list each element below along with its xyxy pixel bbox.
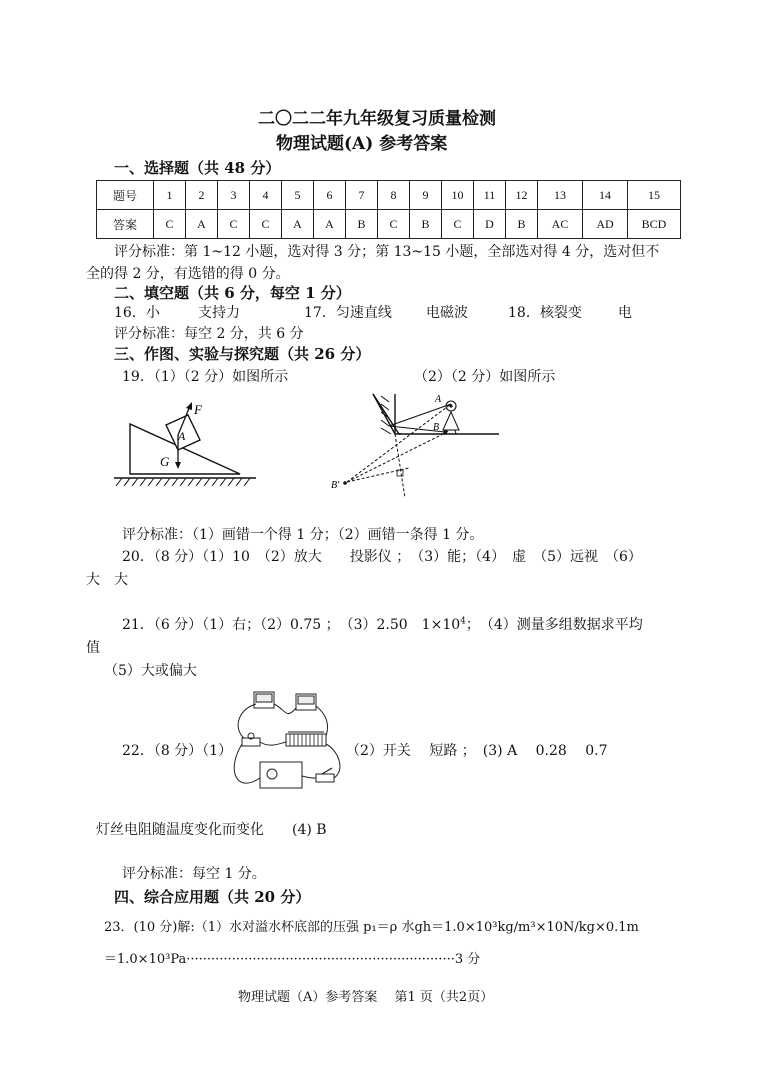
incline-force-diagram (108, 394, 258, 494)
q21-answer-cont: 值 (86, 640, 100, 656)
table-cell: AC (538, 210, 583, 239)
table-cell: 6 (314, 181, 346, 210)
table-cell: 13 (538, 181, 583, 210)
table-cell: A (282, 210, 314, 239)
table-cell: B (410, 210, 442, 239)
table-cell: 7 (346, 181, 378, 210)
q20-answer: 20．（8 分）（1）10 （2）放大 投影仪 ； （3）能；（4） 虚 （5）远视 （6） (122, 549, 642, 565)
table-cell: D (474, 210, 506, 239)
q16-answer: 16．小 (114, 305, 160, 321)
table-cell: 题号 (97, 181, 154, 210)
q22-answer: （2）开关 短路 ； (3) A 0.28 0.7 (346, 743, 608, 759)
q23-answer-cont: ＝1.0×10³Pa·································································3 分 (104, 952, 481, 967)
q20-answer-cont: 大 大 (86, 572, 128, 588)
table-row (97, 181, 681, 210)
q21-exponent: 4 (460, 616, 466, 627)
section1-heading: 一、选择题（共 48 分） (114, 159, 281, 177)
table-cell: B (506, 210, 538, 239)
mirror-reflection-diagram (325, 390, 505, 500)
table-cell: C (154, 210, 186, 239)
section2-heading: 二、填空题（共 6 分，每空 1 分） (114, 284, 351, 302)
q21-text-b: ； （4）测量多组数据求平均 (465, 617, 643, 633)
section2-scoring: 评分标准：每空 2 分，共 6 分 (114, 326, 304, 342)
table-cell: C (378, 210, 410, 239)
table-cell: 3 (218, 181, 250, 210)
table-cell: AD (583, 210, 628, 239)
section3-heading: 三、作图、实验与探究题（共 26 分） (114, 345, 371, 363)
table-cell: 9 (410, 181, 442, 210)
q17-answer-b: 电磁波 (426, 305, 468, 321)
table-cell: 11 (474, 181, 506, 210)
table-cell: B (346, 210, 378, 239)
point-a-label: A (435, 394, 442, 405)
q19-scoring: 评分标准：（1）画错一个得 1 分；（2）画错一条得 1 分。 (122, 527, 484, 543)
table-row (97, 210, 681, 239)
table-cell: 14 (583, 181, 628, 210)
answer-table (96, 180, 681, 239)
q18-answer: 18．核裂变 (508, 305, 582, 321)
table-cell: C (442, 210, 474, 239)
table-cell: 答案 (97, 210, 154, 239)
table-cell: 1 (154, 181, 186, 210)
table-cell: 12 (506, 181, 538, 210)
block-a-label: A (178, 429, 186, 443)
section4-heading: 四、综合应用题（共 20 分） (114, 888, 311, 906)
q18-answer-b: 电 (618, 305, 632, 321)
table-cell: 10 (442, 181, 474, 210)
table-cell: 5 (282, 181, 314, 210)
q16-answer-b: 支持力 (198, 305, 240, 321)
q17-answer: 17．匀速直线 (304, 305, 392, 321)
point-b-label: B (433, 422, 440, 433)
q23-answer: 23．(10 分)解:（1）水对溢水杯底部的压强 p₁＝ρ 水gh＝1.0×10³kg/m³×10N/kg×0.1m (104, 920, 639, 935)
table-cell: 8 (378, 181, 410, 210)
gravity-g-label: G (160, 454, 170, 469)
table-cell: 2 (186, 181, 218, 210)
table-cell: C (218, 210, 250, 239)
q22-answer-cont: 灯丝电阻随温度变化而变化 (4) B (96, 822, 327, 838)
table-cell: 4 (250, 181, 282, 210)
q19-part1: 19．（1）（2 分）如图所示 (122, 369, 289, 385)
table-cell: A (186, 210, 218, 239)
table-cell: C (250, 210, 282, 239)
section1-scoring: 评分标准：第 1~12 小题，选对得 3 分；第 13~15 小题，全部选对得 4 分，选对但不 (114, 244, 660, 260)
section1-scoring-cont: 全的得 2 分，有选错的得 0 分。 (86, 266, 290, 282)
q21-text-a: 21．（6 分）（1）右；（2）0.75 ； （3）2.50 1×10 (122, 617, 461, 633)
image-b-prime-label: B' (331, 480, 340, 491)
force-f-label: F (194, 402, 202, 417)
page-title: 二〇二二年九年级复习质量检测 (258, 109, 496, 129)
table-cell: 15 (628, 181, 681, 210)
table-cell: A (314, 210, 346, 239)
page-subtitle: 物理试题(A) 参考答案 (276, 134, 448, 154)
q22-answer-prefix: 22．（8 分）（1） (122, 743, 233, 759)
q22-scoring: 评分标准：每空 1 分。 (122, 866, 266, 882)
page-footer: 物理试题（A）参考答案 第1 页（共2页） (238, 990, 494, 1005)
circuit-diagram (226, 690, 350, 800)
q19-part2: （2）（2 分）如图所示 (414, 369, 556, 385)
q21-answer-5: （5）大或偏大 (104, 663, 197, 679)
q21-answer (122, 614, 643, 634)
table-cell: BCD (628, 210, 681, 239)
